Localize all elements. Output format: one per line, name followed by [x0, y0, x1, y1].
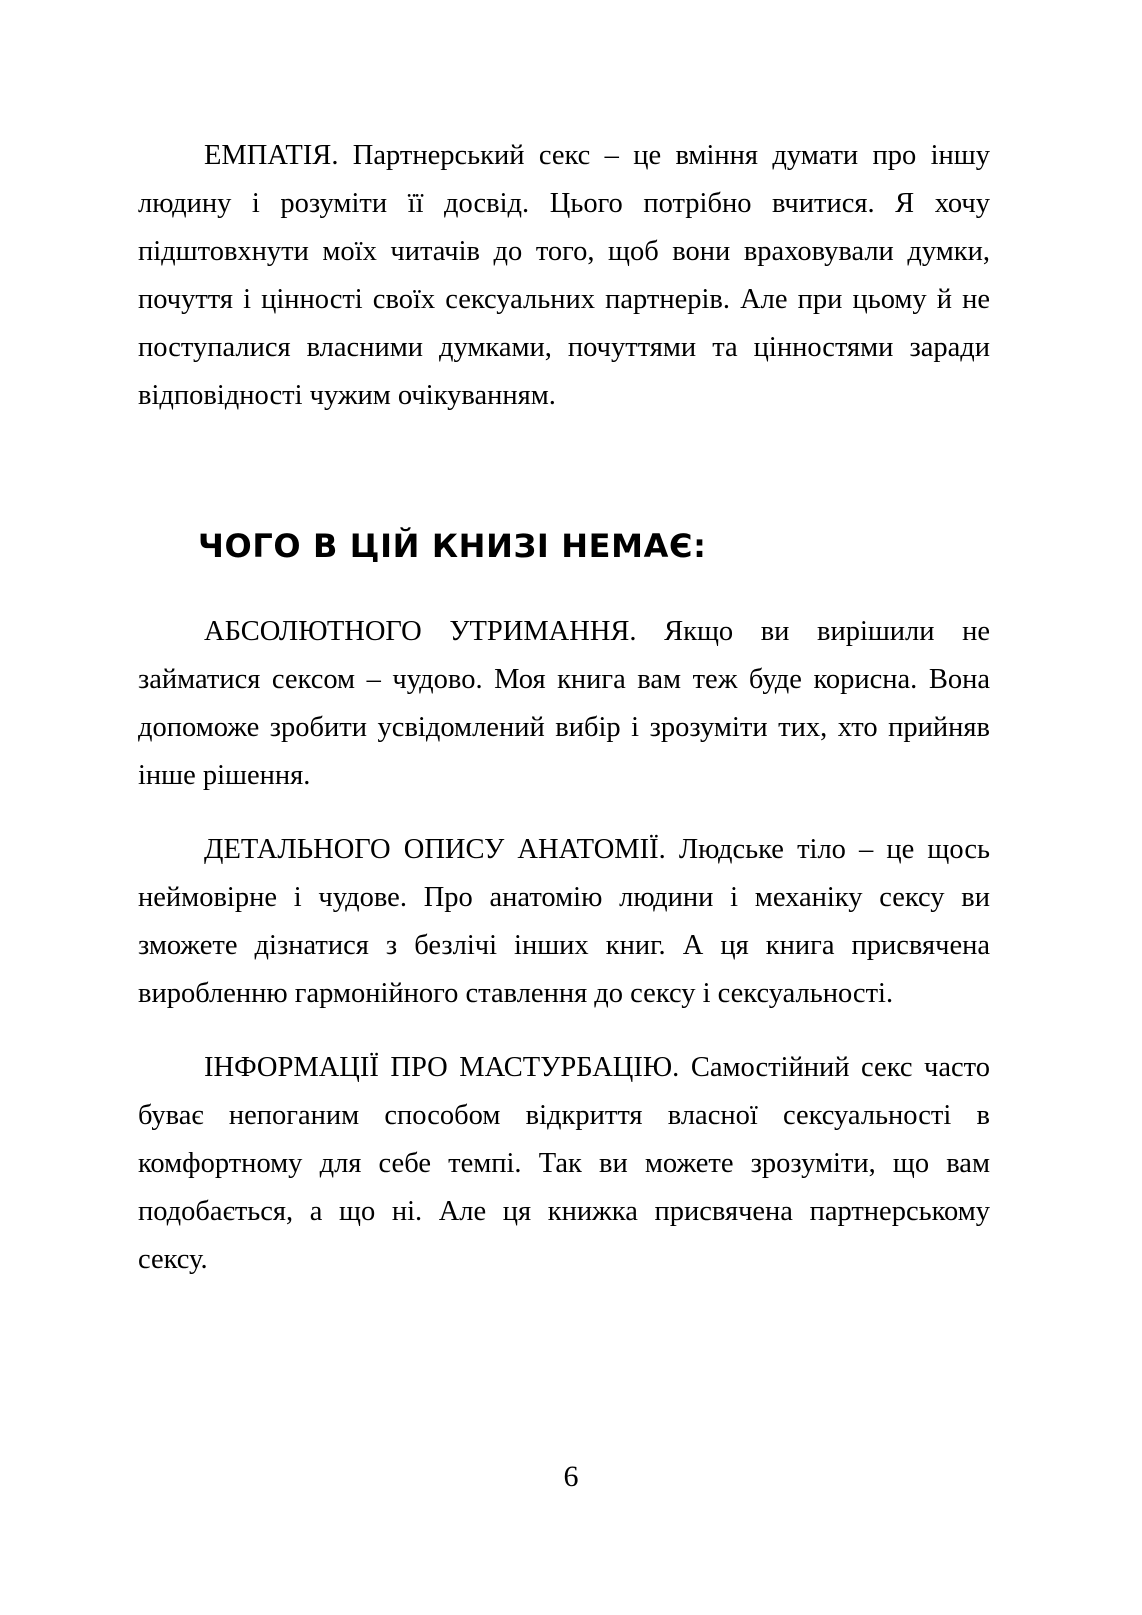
section-heading: ЧОГО В ЦІЙ КНИЗІ НЕМАЄ: [198, 527, 707, 565]
paragraph-anatomy: ДЕТАЛЬНОГО ОПИСУ АНАТОМІЇ. Людське тіло – це щось неймовірне і чудове. Про анатомію людини і механіку сексу ви зможете дізнатися з безлічі інших книг. А ця книга присвячена виробленню гармонійного ставлення до сексу і сексуальності. [138, 834, 990, 1009]
spacer [138, 800, 990, 826]
paragraph-masturbation: ІНФОРМАЦІЇ ПРО МАСТУРБАЦІЮ. Самостійний секс часто буває непоганим способом відкриття власної сексуальності в комфортному для себе темпі. Так ви можете зрозуміти, що вам подобається, а що ні. Але ця книжка присвячена партнерському сексу. [138, 1052, 990, 1275]
paragraph-abstinence: АБСОЛЮТНОГО УТРИМАННЯ. Якщо ви вирішили не займатися сексом – чудово. Моя книга вам теж буде корисна. Вона допоможе зробити усвідомлений вибір і зрозуміти тих, хто прийняв інше рішення. [138, 616, 990, 791]
spacer [138, 568, 990, 608]
page-content [138, 132, 990, 1284]
paragraph-empathy: ЕМПАТІЯ. Партнерський секс – це вміння думати про іншу людину і розуміти її досвід. Цього потрібно вчитися. Я хочу підштовхнути моїх читачів до того, щоб вони враховували думки, почуття і цінності своїх сексуальних партнерів. Але при цьому й не поступалися власними думками, почуттями та цінностями заради відповідності чужим очікуванням. [138, 140, 990, 411]
spacer [138, 1018, 990, 1044]
spacer [138, 420, 990, 524]
page-number: 6 [563, 1460, 579, 1493]
